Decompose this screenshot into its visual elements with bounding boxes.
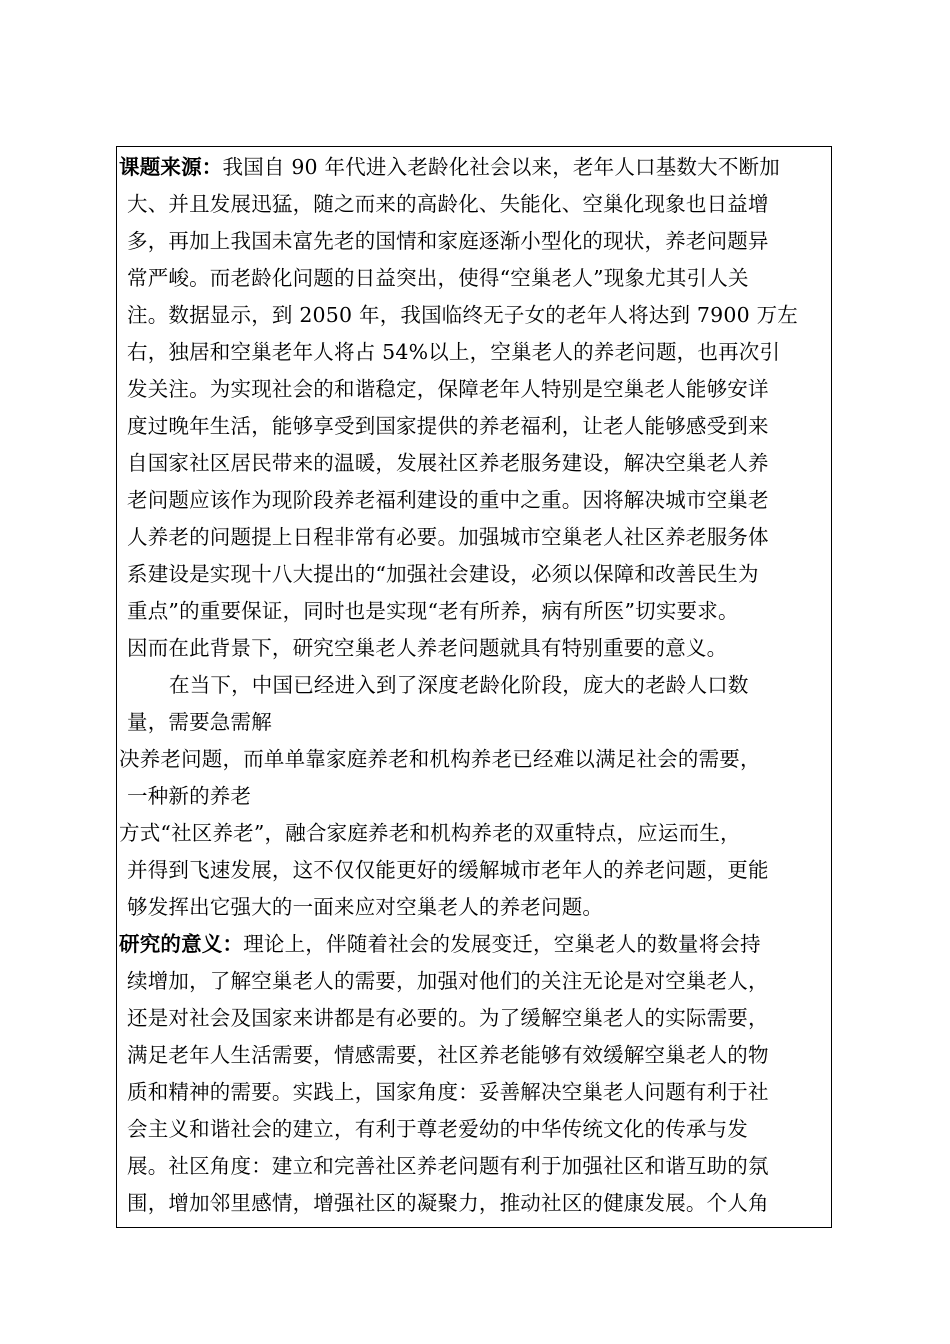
source-line-21: 够发挥出它强大的一面来应对空巢老人的养老问题。 xyxy=(127,895,604,919)
source-line-2: 大、并且发展迅猛，随之而来的高龄化、失能化、空巢化现象也日益增 xyxy=(127,192,769,216)
source-line-9: 自国家社区居民带来的温暖，发展社区养老服务建设，解决空巢老人养 xyxy=(127,451,769,475)
source-line-7: 发关注。为实现社会的和谐稳定，保障老年人特别是空巢老人能够安详 xyxy=(127,377,769,401)
source-line-18: 一种新的养老 xyxy=(127,784,252,808)
significance-line-8: 围，增加邻里感情，增强社区的凝聚力，推动社区的健康发展。个人角 xyxy=(127,1191,769,1215)
source-line-20: 并得到飞速发展，这不仅仅能更好的缓解城市老年人的养老问题，更能 xyxy=(127,858,769,882)
source-line-16: 量，需要急需解 xyxy=(127,710,272,734)
source-line-8: 度过晚年生活，能够享受到国家提供的养老福利，让老人能够感受到来 xyxy=(127,414,769,438)
source-line-19: 方式“社区养老”，融合家庭养老和机构养老的双重特点，应运而生， xyxy=(119,821,741,845)
significance-line-1: 研究的意义：理论上，伴随着社会的发展变迁，空巢老人的数量将会持 xyxy=(119,932,761,956)
source-label: 课题来源： xyxy=(119,155,223,179)
source-line-6: 右，独居和空巢老年人将占 54%以上，空巢老人的养老问题，也再次引 xyxy=(127,340,781,364)
document-table-cell xyxy=(116,146,832,1228)
significance-line-2: 续增加，了解空巢老人的需要，加强对他们的关注无论是对空巢老人， xyxy=(127,969,769,993)
significance-line-7: 展。社区角度：建立和完善社区养老问题有利于加强社区和谐互助的氛 xyxy=(127,1154,769,1178)
source-line-12: 系建设是实现十八大提出的“加强社会建设，必须以保障和改善民生为 xyxy=(127,562,759,586)
significance-line-6: 会主义和谐社会的建立，有利于尊老爱幼的中华传统文化的传承与发 xyxy=(127,1117,748,1141)
source-line-17: 决养老问题，而单单靠家庭养老和机构养老已经难以满足社会的需要， xyxy=(119,747,761,771)
significance-line-3: 还是对社会及国家来讲都是有必要的。为了缓解空巢老人的实际需要， xyxy=(127,1006,769,1030)
source-line-15: 在当下，中国已经进入到了深度老龄化阶段，庞大的老龄人口数 xyxy=(169,673,749,697)
significance-line-4: 满足老年人生活需要，情感需要，社区养老能够有效缓解空巢老人的物 xyxy=(127,1043,769,1067)
source-line-10: 老问题应该作为现阶段养老福利建设的重中之重。因将解决城市空巢老 xyxy=(127,488,769,512)
source-line-14: 因而在此背景下，研究空巢老人养老问题就具有特别重要的意义。 xyxy=(127,636,728,660)
source-line-13: 重点”的重要保证，同时也是实现“老有所养，病有所医”切实要求。 xyxy=(127,599,739,623)
significance-line-5: 质和精神的需要。实践上，国家角度：妥善解决空巢老人问题有利于社 xyxy=(127,1080,769,1104)
source-line-4: 常严峻。而老龄化问题的日益突出，使得“空巢老人”现象尤其引人关 xyxy=(127,266,749,290)
source-line-1: 课题来源：我国自 90 年代进入老龄化社会以来，老年人口基数大不断加 xyxy=(119,155,780,179)
significance-label: 研究的意义： xyxy=(119,932,244,956)
source-line-5: 注。数据显示，到 2050 年，我国临终无子女的老年人将达到 7900 万左 xyxy=(127,303,799,327)
source-line-3: 多，再加上我国未富先老的国情和家庭逐渐小型化的现状，养老问题异 xyxy=(127,229,769,253)
source-line-11: 人养老的问题提上日程非常有必要。加强城市空巢老人社区养老服务体 xyxy=(127,525,769,549)
